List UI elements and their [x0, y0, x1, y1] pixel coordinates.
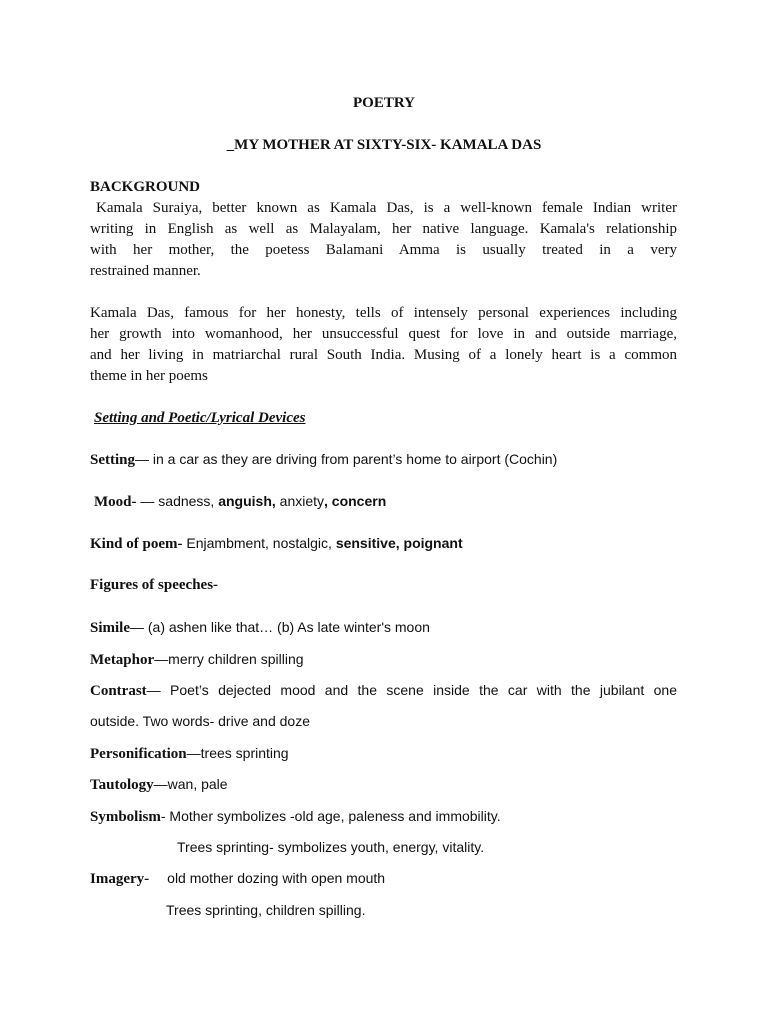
background-para2-line1: Kamala Das, famous for her honesty, tells of intensely personal experiences including	[90, 305, 677, 321]
simile-text: — (a) ashen like that… (b) As late winter's moon	[130, 619, 430, 635]
poem-title	[0, 137, 768, 154]
contrast-line-2: outside. Two words- drive and doze	[90, 713, 310, 729]
mood-text-1: — sadness,	[136, 493, 219, 509]
setting-label: Setting	[90, 452, 135, 468]
kind-label: Kind of poem-	[90, 536, 183, 552]
kind-bold: sensitive, poignant	[335, 535, 463, 551]
background-para2-line3: and her living in matriarchal rural South India. Musing of a lonely heart is a common	[90, 347, 677, 363]
simile-label: Simile	[90, 620, 130, 636]
background-para2-line4: theme in her poems	[90, 368, 208, 384]
mood-label: Mood-	[94, 494, 137, 510]
simile-line	[90, 619, 430, 637]
poem-title-text: MY MOTHER AT SIXTY-SIX- KAMALA DAS	[234, 137, 542, 153]
imagery-line-2: Trees sprinting, children spilling.	[166, 902, 366, 918]
background-para2-line2: her growth into womanhood, her unsuccessful quest for love in and outside marriage,	[90, 326, 677, 342]
imagery-text: old mother dozing with open mouth	[167, 870, 386, 886]
metaphor-line	[90, 651, 304, 669]
background-para1-line1: Kamala Suraiya, better known as Kamala Das, is a well-known female Indian writer	[96, 200, 677, 216]
contrast-line-1	[90, 682, 677, 700]
imagery-label: Imagery-	[90, 871, 150, 887]
symbolism-label: Symbolism	[90, 809, 161, 825]
tautology-text: —wan, pale	[153, 776, 228, 792]
kind-line	[90, 535, 463, 553]
section-heading: Setting and Poetic/Lyrical Devices	[94, 410, 306, 426]
mood-bold-1: anguish,	[218, 493, 276, 509]
mood-line	[94, 493, 386, 511]
tautology-line	[90, 776, 228, 794]
tautology-label: Tautology	[90, 777, 154, 793]
setting-text: — in a car as they are driving from parent’s home to airport (Cochin)	[135, 451, 558, 467]
personification-text: —trees sprinting	[186, 745, 289, 761]
page-title: POETRY	[353, 95, 415, 111]
symbolism-text: - Mother symbolizes -old age, paleness and immobility.	[160, 808, 501, 824]
poem-title-mark: _	[226, 137, 235, 153]
metaphor-label: Metaphor	[90, 652, 155, 668]
background-para1-line3: with her mother, the poetess Balamani Amma is usually treated in a very	[90, 242, 677, 258]
kind-text: Enjambment, nostalgic,	[182, 535, 336, 551]
background-para1-line4: restrained manner.	[90, 263, 201, 279]
personification-line	[90, 745, 289, 763]
imagery-line	[90, 870, 385, 888]
contrast-line	[90, 682, 677, 700]
mood-text-2: anxiety	[275, 493, 325, 509]
symbolism-line-2: Trees sprinting- symbolizes youth, energy, vitality.	[177, 839, 485, 855]
metaphor-text: —merry children spilling	[154, 651, 304, 667]
contrast-text: — Poet’s dejected mood and the scene inside the car with the jubilant one	[146, 682, 677, 698]
symbolism-line	[90, 808, 501, 826]
background-heading: BACKGROUND	[90, 179, 201, 195]
setting-line	[90, 451, 557, 469]
figures-heading: Figures of speeches-	[90, 577, 219, 593]
personification-label: Personification	[90, 746, 187, 762]
background-para1-line2: writing in English as well as Malayalam, her native language. Kamala's relationship	[90, 221, 677, 237]
contrast-label: Contrast	[90, 683, 147, 699]
mood-bold-2: , concern	[324, 493, 387, 509]
